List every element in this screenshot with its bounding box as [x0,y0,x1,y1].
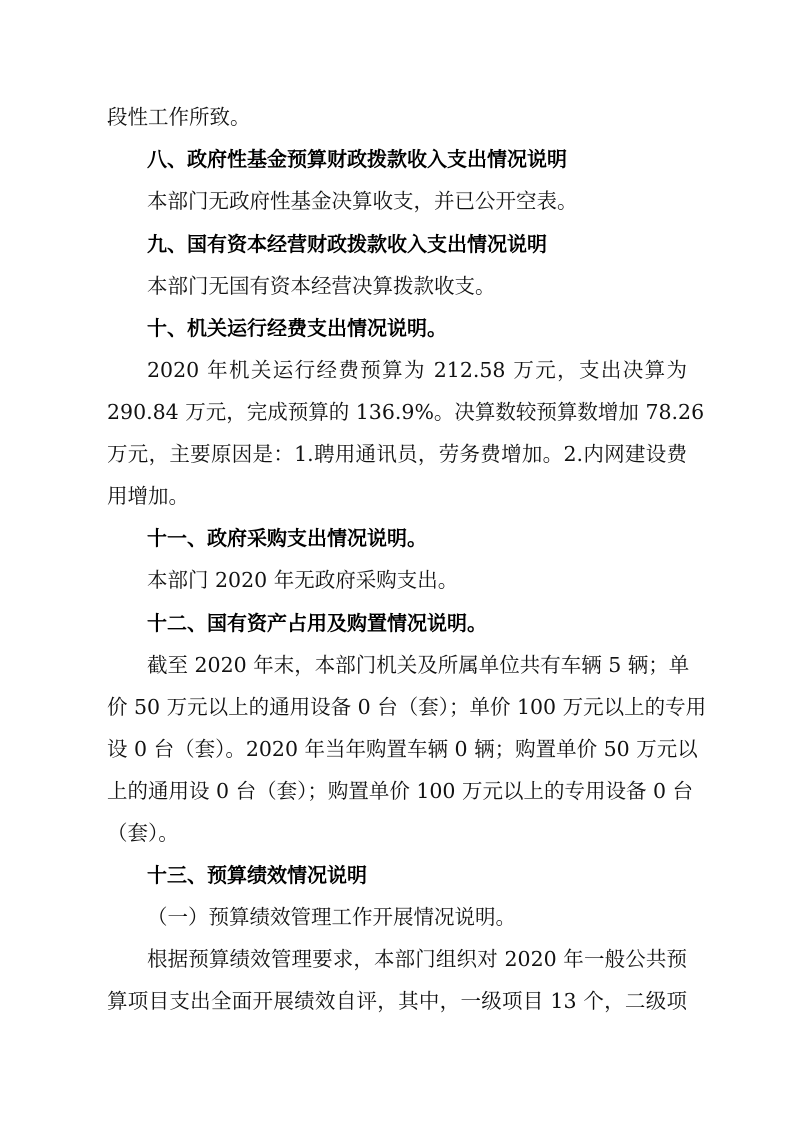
body-text-line: 本部门无国有资本经营决算拨款收支。 [147,274,496,298]
body-text-line: 价 50 万元以上的通用设备 0 台（套）；单价 100 万元以上的专用 [107,695,707,719]
body-text-line: 上的通用设 0 台（套）；购置单价 100 万元以上的专用设备 0 台 [107,779,694,803]
body-text-line: 根据预算绩效管理要求，本部门组织对 2020 年一般公共预 [147,947,687,971]
subsection-heading: （一）预算绩效管理工作开展情况说明。 [147,905,516,929]
body-text-line: 截至 2020 年末，本部门机关及所属单位共有车辆 5 辆；单 [147,653,690,677]
section-heading-8: 八、政府性基金预算财政拨款收入支出情况说明 [147,147,567,171]
body-text-line: 本部门 2020 年无政府采购支出。 [147,568,459,592]
body-text-line: 2020 年机关运行经费预算为 212.58 万元，支出决算为 [147,358,687,382]
section-heading-12: 十二、国有资产占用及购置情况说明。 [147,611,487,635]
section-heading-10: 十、机关运行经费支出情况说明。 [147,316,447,340]
body-text-line: 段性工作所致。 [107,105,251,129]
body-text-line: 设 0 台（套）。2020 年当年购置车辆 0 辆；购置单价 50 万元以 [107,737,698,761]
section-heading-11: 十一、政府采购支出情况说明。 [147,526,427,550]
body-text-line: 算项目支出全面开展绩效自评，其中，一级项目 13 个，二级项 [107,989,687,1013]
body-text-line: 本部门无政府性基金决算收支，并已公开空表。 [147,189,578,213]
section-heading-9: 九、国有资本经营财政拨款收入支出情况说明 [147,232,547,256]
body-text-line: 万元，主要原因是：1.聘用通讯员，劳务费增加。2.内网建设费 [107,442,687,466]
body-text-line: 用增加。 [107,484,189,508]
section-heading-13: 十三、预算绩效情况说明 [147,863,367,887]
body-text-line: 290.84 万元，完成预算的 136.9%。决算数较预算数增加 78.26 [107,400,705,424]
body-text-line: （套）。 [107,821,179,845]
